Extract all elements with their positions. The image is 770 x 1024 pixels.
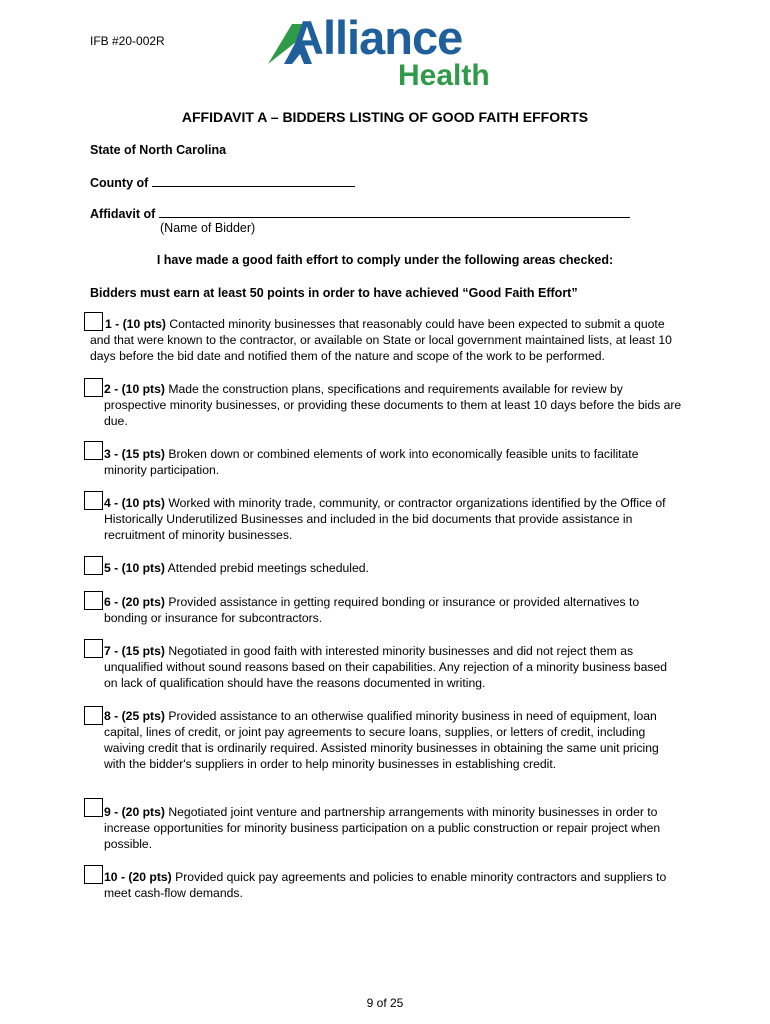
points-requirement: Bidders must earn at least 50 points in order to have achieved “Good Faith Effort” xyxy=(90,286,578,300)
item-10-points: 10 - (20 pts) xyxy=(104,870,172,884)
list-item xyxy=(104,708,682,772)
affidavit-field xyxy=(90,205,630,221)
good-faith-statement: I have made a good faith effort to comply under the following areas checked: xyxy=(156,253,614,267)
item-7-checkbox[interactable] xyxy=(84,639,103,658)
ifb-number: IFB #20-002R xyxy=(90,34,165,48)
item-9-checkbox[interactable] xyxy=(84,798,103,817)
item-6-checkbox[interactable] xyxy=(84,591,103,610)
item-9-text: Negotiated joint venture and partnership arrangements with minority businesses in order to increase opportunities for minority business participation on a public construction or repair project when possible. xyxy=(104,805,661,851)
list-item xyxy=(90,316,682,364)
list-item xyxy=(104,381,682,429)
list-item xyxy=(104,643,682,691)
item-1-text: Contacted minority businesses that reasonably could have been expected to submit a quote and that were known to the contractor, or available on State or local government maintained lists, at least 10 days before the bid date and notified them of the nature and scope of the work to be performed. xyxy=(90,317,672,363)
county-label: County of xyxy=(90,176,149,190)
item-6-points: 6 - (20 pts) xyxy=(104,595,165,609)
item-7-text: Negotiated in good faith with interested minority businesses and did not reject them as unqualified without sound reasons based on their capabilities. Any rejection of a minority business based on lack of qualification should have the reasons documented in writing. xyxy=(104,644,667,690)
item-8-checkbox[interactable] xyxy=(84,706,103,725)
affidavit-label: Affidavit of xyxy=(90,207,156,221)
item-10-text: Provided quick pay agreements and policies to enable minority contractors and suppliers to meet cash-flow demands. xyxy=(104,870,667,900)
item-3-text: Broken down or combined elements of work into economically feasible units to facilitate minority participation. xyxy=(104,447,639,477)
state-field: State of North Carolina xyxy=(90,143,227,157)
item-2-points: 2 - (10 pts) xyxy=(104,382,165,396)
item-5-text: Attended prebid meetings scheduled. xyxy=(164,561,369,575)
item-4-points: 4 - (10 pts) xyxy=(104,496,165,510)
item-9-points: 9 - (20 pts) xyxy=(104,805,165,819)
item-3-points: 3 - (15 pts) xyxy=(104,447,165,461)
item-5-points: 5 - (10 pts) xyxy=(104,561,165,575)
document-title: AFFIDAVIT A – BIDDERS LISTING OF GOOD FAITH EFFORTS xyxy=(181,109,589,125)
item-4-checkbox[interactable] xyxy=(84,491,103,510)
list-item xyxy=(104,446,682,478)
bidder-name-input-line[interactable] xyxy=(159,205,630,218)
page-number: 9 of 25 xyxy=(366,996,404,1010)
item-8-points: 8 - (25 pts) xyxy=(104,709,165,723)
list-item xyxy=(104,594,682,626)
item-3-checkbox[interactable] xyxy=(84,441,103,460)
item-5-checkbox[interactable] xyxy=(84,556,103,575)
county-field xyxy=(90,174,355,190)
item-7-points: 7 - (15 pts) xyxy=(104,644,165,658)
item-8-text: Provided assistance to an otherwise qualified minority business in need of equipment, loan capital, lines of credit, or joint pay agreements to secure loans, supplies, or letters of credit, including waiving credit that is ordinarily required. Assisted minority businesses in obtaining the same unit pricing with the bidder's suppliers in order to help minority businesses in establishing credit. xyxy=(104,709,659,771)
list-item xyxy=(104,804,682,852)
name-of-bidder-caption: (Name of Bidder) xyxy=(160,221,256,235)
logo-text-main: Alliance xyxy=(290,11,463,64)
item-6-text: Provided assistance in getting required bonding or insurance or provided alternatives to bonding or insurance for subcontractors. xyxy=(104,595,640,625)
item-4-text: Worked with minority trade, community, or contractor organizations identified by the Office of Historically Underutilized Businesses and included in the bid documents that provide assistance in recruitment of minority businesses. xyxy=(104,496,666,542)
alliance-health-logo xyxy=(266,11,490,98)
list-item xyxy=(104,869,682,901)
item-2-text: Made the construction plans, specifications and requirements available for review by prospective minority businesses, or providing these documents to them at least 10 days before the bids are due. xyxy=(104,382,682,428)
item-10-checkbox[interactable] xyxy=(84,865,103,884)
county-input-line[interactable] xyxy=(152,174,355,187)
list-item xyxy=(104,560,682,576)
item-1-points: 1 - (10 pts) xyxy=(105,317,166,331)
item-2-checkbox[interactable] xyxy=(84,378,103,397)
list-item xyxy=(104,495,682,543)
logo-text-sub: Health xyxy=(398,59,490,92)
